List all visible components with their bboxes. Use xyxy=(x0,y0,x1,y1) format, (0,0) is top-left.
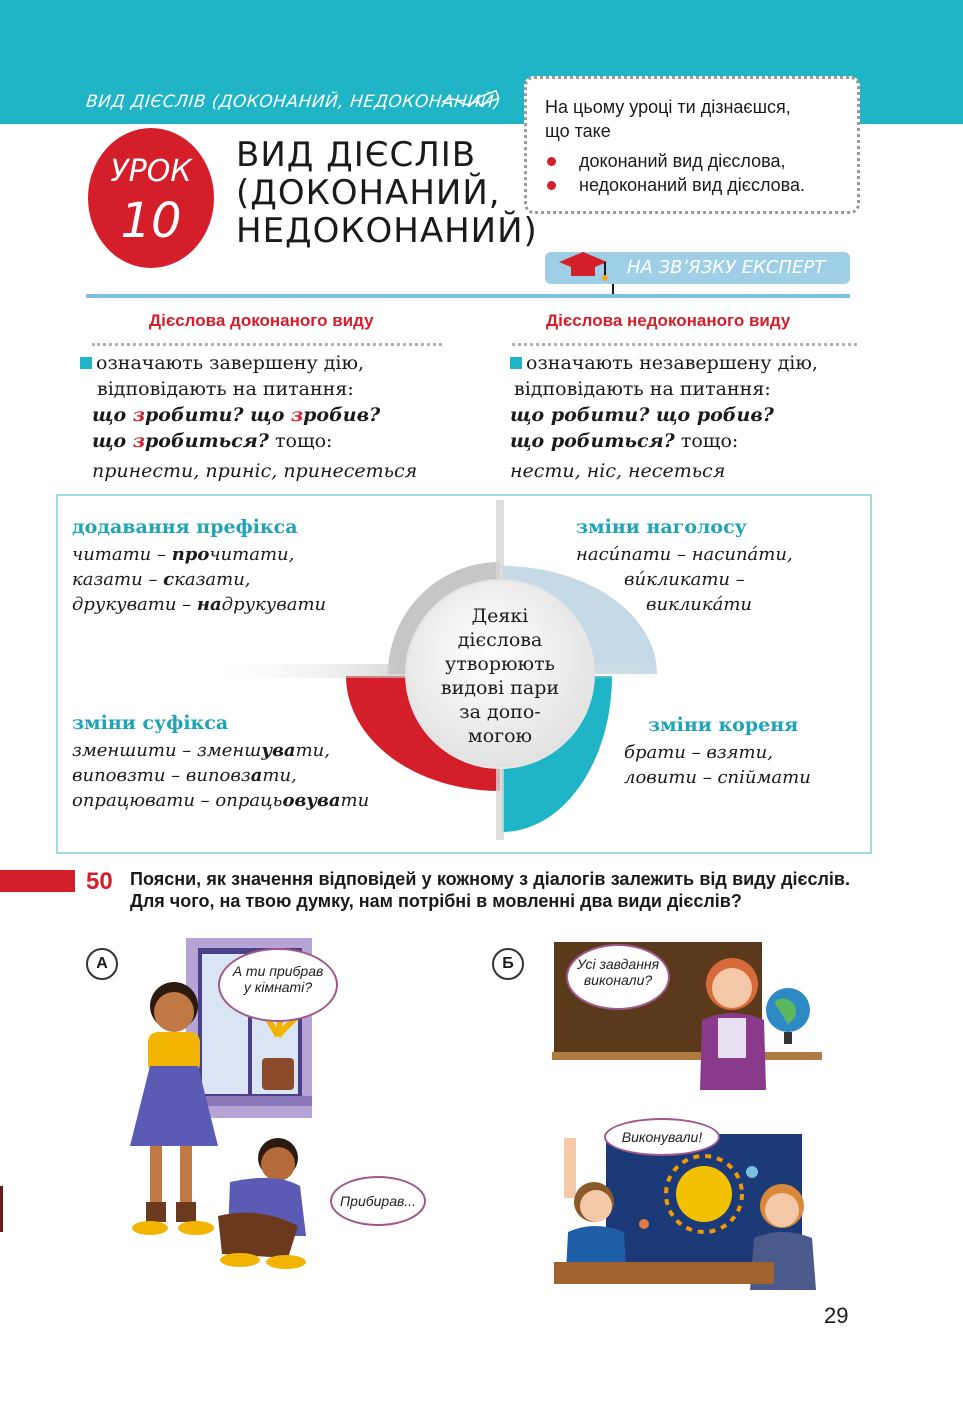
speech-bubble-answer-a: Прибирав... xyxy=(330,1176,426,1226)
perfective-question-intro: відповідають на питання: xyxy=(97,378,354,400)
speech-bubble-question-a: А ти прибрав у кімнаті? xyxy=(218,948,338,1022)
stress-pair: ви́кликати – xyxy=(624,569,745,590)
title-line: НЕДОКОНАНИЙ) xyxy=(236,211,538,251)
title-line: (ДОКОНАНИЙ, xyxy=(236,173,501,213)
stress-section xyxy=(576,516,866,617)
perfective-questions-1: що зробити? що зробив? xyxy=(92,404,381,426)
speech-bubble-answer-b: Виконували! xyxy=(604,1118,720,1156)
stress-pair: наси́пати – насипа́ти, xyxy=(576,544,793,565)
divider-line xyxy=(86,294,850,298)
pencil-icon xyxy=(440,88,502,110)
diagram-center-text: Деякі дієслова утворюють видові пари за допо- могою xyxy=(440,605,560,747)
goal-item: недоконаний вид дієслова. xyxy=(545,173,839,197)
goals-intro-1: На цьому уроці ти дізнаєшся, xyxy=(545,97,791,117)
root-section xyxy=(624,714,864,790)
speech-bubble-question-b: Усі завдання виконали? xyxy=(566,944,670,1010)
prefix-pair: друкувати – надрукувати xyxy=(72,594,327,615)
suffix-section xyxy=(72,712,442,813)
bullet-square-icon xyxy=(510,357,522,369)
perfective-meaning: означають завершену дію, xyxy=(96,352,365,374)
suffix-pair: виповзти – виповзати, xyxy=(72,765,297,786)
imperfective-questions-2: що робиться? тощо: xyxy=(510,430,739,452)
dialog-b-students-illustration xyxy=(554,1132,824,1292)
dialog-b-marker: Б xyxy=(492,948,524,980)
imperfective-questions-1: що робити? що робив? xyxy=(510,404,774,426)
exercise-number: 50 xyxy=(86,868,113,895)
topic-line: ВИД ДІЄСЛІВ (ДОКОНАНИЙ, НЕДОКОНАНИЙ) xyxy=(84,92,503,112)
lesson-number: 10 xyxy=(120,193,182,249)
imperfective-heading: Дієслова недоконаного виду xyxy=(546,311,791,330)
perfective-column xyxy=(80,350,470,484)
goals-intro-2: що таке xyxy=(545,121,611,141)
expert-label: НА ЗВ’ЯЗКУ ЕКСПЕРТ xyxy=(627,257,826,278)
prefix-pair: читати – прочитати, xyxy=(72,544,295,565)
suffix-pair: зменшити – зменшувати, xyxy=(72,740,330,761)
edge-mark xyxy=(0,1186,3,1232)
lesson-goals-box xyxy=(524,76,860,214)
page-number: 29 xyxy=(824,1303,849,1328)
dialog-a-marker: А xyxy=(86,948,118,980)
root-pair: брати – взяти, xyxy=(624,742,773,763)
lesson-word: УРОК xyxy=(110,154,192,189)
perfective-questions-2: що зробиться? тощо: xyxy=(92,430,333,452)
suffix-label: зміни суфікса xyxy=(72,712,229,734)
dotted-divider xyxy=(92,343,442,346)
bullet-square-icon xyxy=(80,357,92,369)
perfective-heading: Дієслова доконаного виду xyxy=(149,311,374,330)
stress-pair: виклика́ти xyxy=(646,594,753,615)
perfective-example: принести, приніс, принесеться xyxy=(92,460,418,482)
imperfective-column xyxy=(510,350,870,484)
root-label: зміни кореня xyxy=(648,714,799,736)
imperfective-meaning: означають незавершену дію, xyxy=(526,352,818,374)
exercise-text: Поясни, як значення відповідей у кожному з діалогів залежить від виду дієслів. Для чого, на твою думку, нам потрібні в мовленні два види дієслів? xyxy=(130,869,850,911)
lesson-badge xyxy=(88,128,214,268)
root-pair: ловити – спіймати xyxy=(624,767,811,788)
prefix-section xyxy=(72,516,402,617)
goal-item: доконаний вид дієслова, xyxy=(545,149,839,173)
imperfective-example: нести, ніс, несеться xyxy=(510,460,726,482)
graduation-cap-icon xyxy=(555,248,611,300)
title-line: ВИД ДІЄСЛІВ xyxy=(236,135,477,175)
stress-label: зміни наголосу xyxy=(576,516,747,538)
suffix-pair: опрацювати – опрацьовувати xyxy=(72,790,370,811)
prefix-pair: казати – сказати, xyxy=(72,569,251,590)
prefix-label: додавання префікса xyxy=(72,516,298,538)
expert-tag xyxy=(545,252,850,284)
imperfective-question-intro: відповідають на питання: xyxy=(514,378,771,400)
exercise-marker-bar xyxy=(0,870,75,892)
dotted-divider xyxy=(512,343,857,346)
page-title xyxy=(236,136,538,250)
